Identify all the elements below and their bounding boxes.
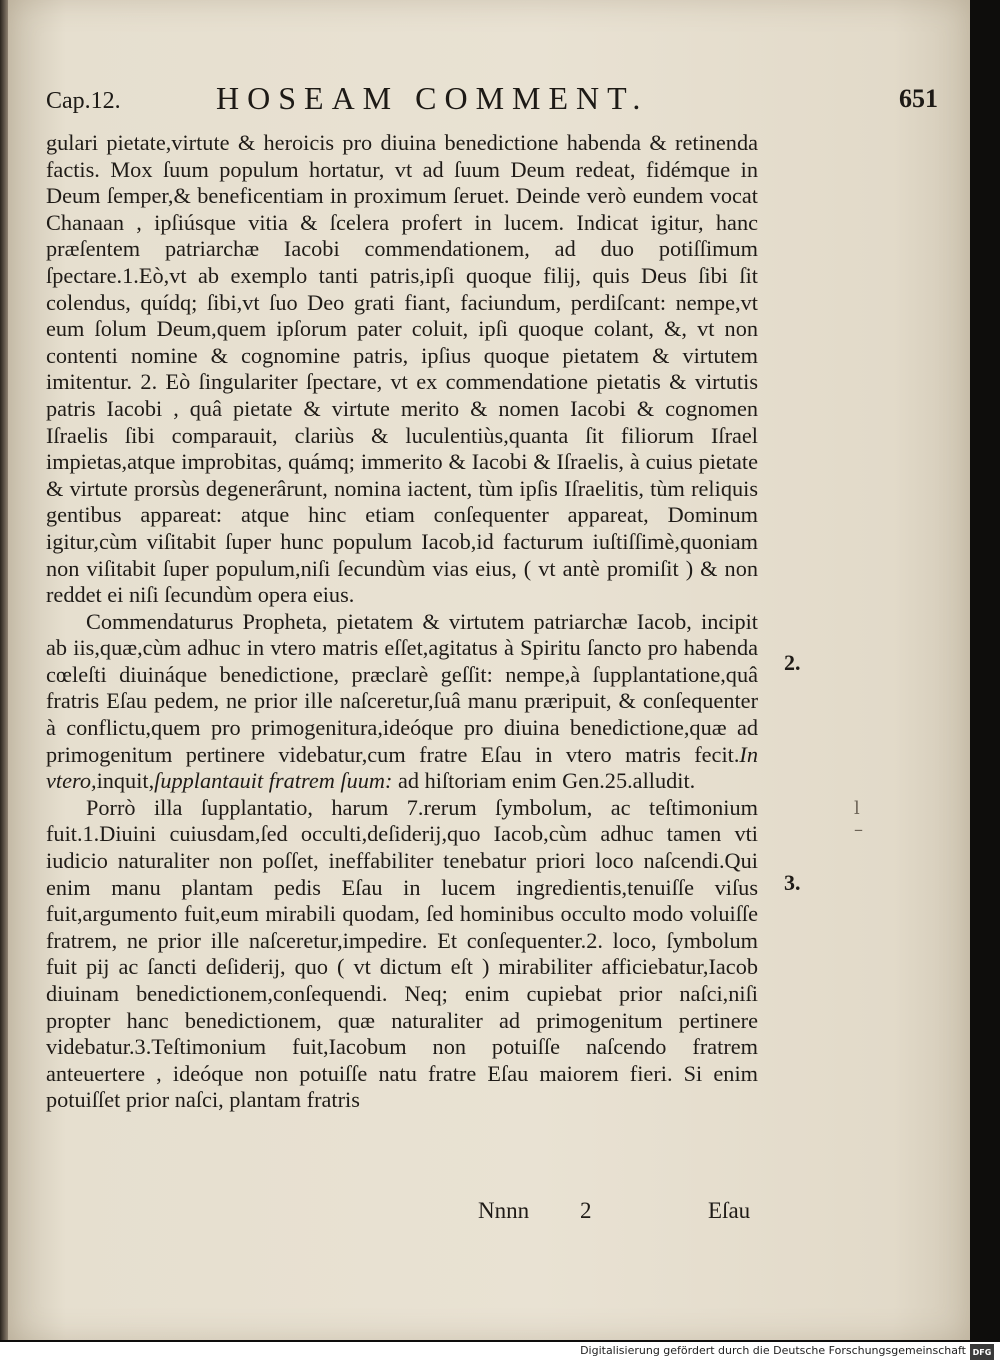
chapter-label: Cap.12. [46, 88, 121, 114]
page-number: 651 [899, 84, 938, 113]
paragraph-2-end: ad hiſtoriam enim Gen.25.alludit. [398, 768, 696, 794]
catchword: Eſau [708, 1198, 751, 1223]
footer-bar [0, 1342, 1000, 1364]
running-header [46, 80, 946, 120]
funding-note: Digitalisierung gefördert durch die Deutsche Forschungsgemeinschaft [580, 1344, 966, 1357]
scanned-page [8, 0, 970, 1340]
paragraph-3: Porrò illa ſupplantatio, harum 7.rerum ſymbolum, ac teſtimonium fuit.1.Diuini cuiusdam,ſed occulti,deſiderij,quo Iacob,cùm adhuc tamen vti iudicio naturaliter non poſſet, ineffabiliter tenebatur priori loco naſcendi.Qui enim manu plantam pedis Eſau in lucem ingredientis,tenuiſſe viſus fuit,argumento fuit,eum mirabili quodam, ſed hominibus occulto modo voluiſſe fratrem, ne prior ille naſceretur,impedire. Et conſequenter.2. loco, ſymbolum fuit pij ac ſancti deſiderij, quo ( vt dictum eſt ) mirabiliter afficiebatur,Iacob diuinam benedictionem,conſequendi. Neq; enim cupiebat prior naſci,niſi propter hanc benedictionem, quæ naturaliter ad primogenitum pertinere videbatur.3.Teſtimonium fuit,Iacobum non potuiſſe naſcendo fratrem anteuertere , ideóque non potuiſſe natu fratre Eſau maiorem fieri. Si enim potuiſſet prior naſci, plantam fratris [46, 794, 758, 1113]
margin-number-2: 2. [784, 650, 801, 675]
margin-mark: l – [854, 798, 869, 840]
margin-number-3: 3. [784, 870, 801, 895]
body-text [46, 130, 758, 1114]
signature-mark: Nnnn [478, 1198, 530, 1223]
dfg-logo-icon: DFG [970, 1344, 994, 1360]
signature-number: 2 [580, 1198, 592, 1223]
paragraph-2-inquit: inquit, [96, 768, 155, 794]
paragraph-2 [46, 609, 758, 795]
paragraph-2-italic-quote: ſupplantauit fratrem ſuum: [154, 768, 393, 794]
page-left-edge [0, 0, 8, 1340]
paragraph-2-text: Commendaturus Propheta, pietatem & virtutem patriarchæ Iacob, incipit ab iis,quæ,cùm adhuc in vtero matris eſſet,agitatus à Spiritu ſancto pro habenda cœleſti diuináque benedictione, præclarè geſſit: nempe,à ſupplantatione,quâ fratris Eſau pedem, ne prior ille naſceretur,ſuâ manu præripuit, & conſequenter à conflictu,quem pro primogenitura,ideóque pro diuina benedictione,quæ ad primogenitum pertinere videbatur,cum fratre Eſau in vtero matris fecit. [46, 608, 758, 767]
running-title: HOSEAM COMMENT. [216, 80, 649, 116]
paragraph-2-italic: In vtero, [46, 741, 758, 794]
paragraph-1: gulari pietate,virtute & heroicis pro diuina benedictione habenda & retinenda factis. Mox ſuum populum hortatur, vt ad ſuum Deum redeat, fidémque in Deum ſemper,& beneficentiam in proximum ſeruet. Deinde verò eundem vocat Chanaan , ipſiúsque vitia & ſcelera profert in lucem. Indicat igitur, hanc præſentem patriarchæ Iacobi commendationem, ad duo potiſſimum ſpectare.1.Eò,vt ab exemplo tanti patris,ipſi quoque filij, quis Deus ſibi ſit colendus, quídq; ſibi,vt ſuo Deo grati fiant, faciundum, perdiſcant: nempe,vt eum ſolum Deum,quem ipſorum pater coluit, ipſi quoque colant, &, vt non contenti nomine & cognomine patris, ipſius quoque pietatem & virtutem imitentur. 2. Eò ſingulariter ſpectare, vt ex commendatione pietatis & virtutis patris Iacobi , quâ pietate & virtute merito & nomen Iacobi & cognomen Iſraelis ſibi comparauit, clariùs & luculentiùs,quanta ſit filiorum Iſrael impietas,atque improbitas, quámq; immerito & Iacobi & Iſraelis, à cuius pietate & virtute prorsùs degenerârunt, nomina iactent, tùm ipſis Iſraelitis, tùm reliquis gentibus appareat: atque hinc etiam conſequenter appareat, Dominum igitur,cùm viſitabit ſuper hunc populum Iacob,id facturum iuſtiſſimè,quoniam non viſitabit ſuper populum,niſi ſecundùm vias eius, ( vt antè promiſit ) & non reddet ei niſi ſecundùm opera eius. [46, 130, 758, 608]
